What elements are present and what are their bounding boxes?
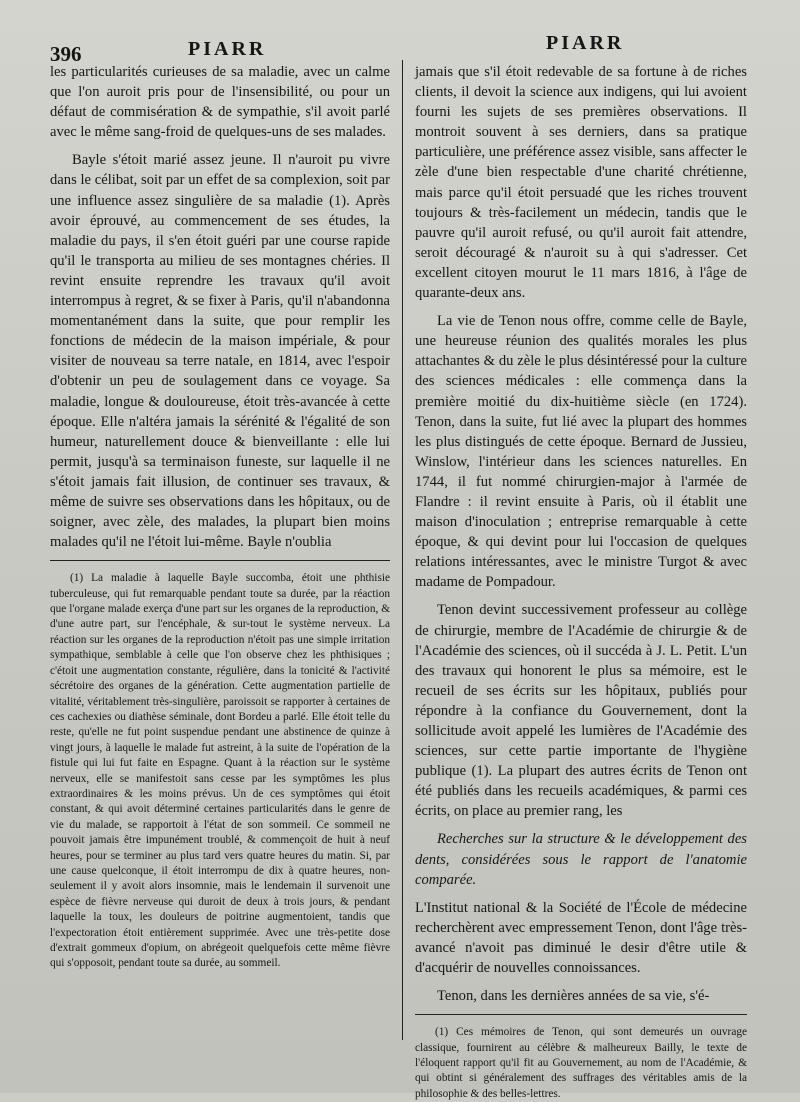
footnote-rule bbox=[50, 560, 390, 561]
footnote: (1) Ces mémoires de Tenon, qui sont demeurés un ouvrage classique, fournirent au célèbre & malheureux Bailly, le texte de l'éloquent rapport qu'il fit au Gouvernement, au nom de l'Académie, & qui obtint si généralement des suffrages des véritables amis de la philosophie & des belles-lettres. bbox=[415, 1026, 747, 1100]
right-column bbox=[415, 62, 747, 1102]
running-head-left: PIARR bbox=[188, 38, 267, 60]
paragraph: Tenon, dans les dernières années de sa vie, s'é- bbox=[437, 988, 710, 1005]
paragraph: les particularités curieuses de sa maladie, avec un calme que l'on auroit pris pour de l'insensibilité, ou pour un défaut de commisération & de sympathie, s'il avoit parlé avec le même sang-froid de quelques-uns de ses malades. bbox=[50, 64, 390, 141]
paragraph: La vie de Tenon nous offre, comme celle de Bayle, une heureuse réunion des qualités morales les plus attachantes & du zèle le plus désintéressé pour la culture des sciences médicales : elle commença dans la première moitié du dix-huitième siècle (en 1724). Tenon, dans la suite, fut lié avec la plupart des hommes les plus distingués de cette époque. Bernard de Jussieu, Winslow, l'intérieur dans les sciences naturelles. En 1744, il fut nommé chirurgien-major à l'armée de Flandre : il revint ensuite à Paris, où il établit une maison d'inoculation ; entreprise remarquable à cette époque, & qui devint pour lui l'occasion de quelques relations intéressantes, avec le ministre Turgot & avec madame de Pompadour. bbox=[415, 313, 747, 591]
paragraph: Bayle s'étoit marié assez jeune. Il n'auroit pu vivre dans le célibat, soit par un effet de sa complexion, soit par une influence assez singulière de sa maladie (1). Après avoir éprouvé, au commencement de ses études, la maladie du pays, il s'en étoit guéri par une course rapide qu'il le transporta au milieu de ses montagnes chéries. Il revint ensuite reprendre les travaux qu'il avoit interrompus à regret, & se fixer à Paris, qu'il n'abandonna momentanément dans la suite, que pour remplir les fonctions de médecin de la maison impériale, & pour visiter de nouveau sa terre natale, en 1814, avec l'espoir d'obtenir un peu de soulagement dans ce voyage. Sa maladie, longue & douloureuse, étoit très-avancée à cette époque. Elle n'altéra jamais la sérénité & l'égalité de son humeur, naturellement douce & bienveillante : elle lui permit, jusqu'à sa terminaison funeste, sur laquelle il ne s'étoit jamais fait illusion, de continuer ses travaux, & même de suivre ses observations dans les hôpitaux, ou de soigner, avec zèle, des malades, la plupart bien moins malades qu'il ne l'étoit lui-même. Bayle n'oublia bbox=[50, 152, 390, 551]
italic-title: Recherches sur la structure & le développement des dents, considérées sous le rapport de l'anatomie comparée. bbox=[415, 831, 747, 888]
page-number: 396 bbox=[50, 42, 82, 66]
left-column bbox=[50, 62, 390, 972]
column-divider bbox=[402, 60, 403, 1040]
paragraph: L'Institut national & la Société de l'École de médecine recherchèrent avec empressement Tenon, dont l'âge très-avancé n'avoit pas diminué le desir d'être utile & d'acquérir de nouvelles connoissances. bbox=[415, 899, 747, 977]
footnote: (1) La maladie à laquelle Bayle succomba, étoit une phthisie tuberculeuse, qui fut remarquable pendant toute sa durée, par la réaction que l'organe malade exerça d'une part sur les organes de la reproduction, & d'une autre part, sur l'encéphale, & sur-tout le système nerveux. La réaction sur les organes de la reproduction n'étoit pas une simple irritation sympathique, semblable à celle que l'on observe chez les phthisiques ; c'étoit une augmentation constante, régulière, dans la tonicité & l'activité sécrétoire des organes de la génération. Cette augmentation partielle de vitalité, véritablement très-singulière, paroissoit se rapporter à certaines de ces cachexies ou diathèse séminale, dont Bordeu a parlé. Elle étoit telle du reste, qu'elle ne fut point suspendue pendant une abstinence de quinze à vingt jours, à laquelle le malade fut astreint, à la suite de l'opération de la fistule qui lui fut faite en Espagne. Quant à la réaction sur le système nerveux, elle se manifestoit sans cesse par les symptômes les plus extraordinaires & les moins prévus. Un de ces symptômes qui étoit constant, & qui avoit déterminé certaines particularités dans le genre de vie du malade, se rapportoit à l'état de son sommeil. Ce sommeil ne pouvoit jamais être impunément troublé, & commençoit de huit à neuf heures, pour se terminer au plus tard vers quatre heures du matin. Si, par une cause quelconque, il étoit interrompu de dix à quatre heures, non-seulement il y avoit alors insomnie, mais le lendemain il survenoit une espèce de fièvre nerveuse qui duroit de deux à trois jours, & pendant laquelle la toux, les douleurs de poitrine augmentoient, tandis que l'expectoration étoit entièrement supprimée. Avec une très-petite dose d'extrait gommeux d'opium, on abrégeoit quelquefois cette même fièvre qui s'opposoit, pendant toute sa durée, au sommeil. bbox=[50, 572, 390, 970]
footnote-rule bbox=[415, 1014, 747, 1015]
running-head-right: PIARR bbox=[546, 32, 625, 54]
paragraph: Tenon devint successivement professeur au collège de chirurgie, membre de l'Académie de chirurgie & de l'Académie des sciences, où il succéda à J. L. Petit. L'un des travaux qui honorent le plus sa mémoire, est le recueil de ses écrits sur les hôpitaux, publiés pour répondre à la confiance du Gouvernement, dont la sollicitude avoit appelé les lumières de l'Académie des sciences, sur cette partie importante de l'hygiène publique (1). La plupart des autres écrits de Tenon ont été publiés dans les recueils académiques, & parmi ces écrits, on place au premier rang, les bbox=[415, 602, 747, 820]
paragraph: jamais que s'il étoit redevable de sa fortune à de riches clients, il devoit la science aux indigens, qui lui avoient fourni les sujets de ses premières observations. Il montroit souvent à ses derniers, dans sa pratique particulière, une préférence assez visible, sans affecter le zèle d'une bien respectable d'une charité chrétienne, mais parce qu'il étoit persuadé que les riches trouvent toujours & très-facilement un médecin, tandis que le pauvre qu'il auroit refusé, ou qu'il auroit fait attendre, seroit découragé & n'auroit su à qui s'adresser. Cet excellent citoyen mourut le 11 mars 1816, à l'âge de quarante-deux ans. bbox=[415, 64, 747, 302]
